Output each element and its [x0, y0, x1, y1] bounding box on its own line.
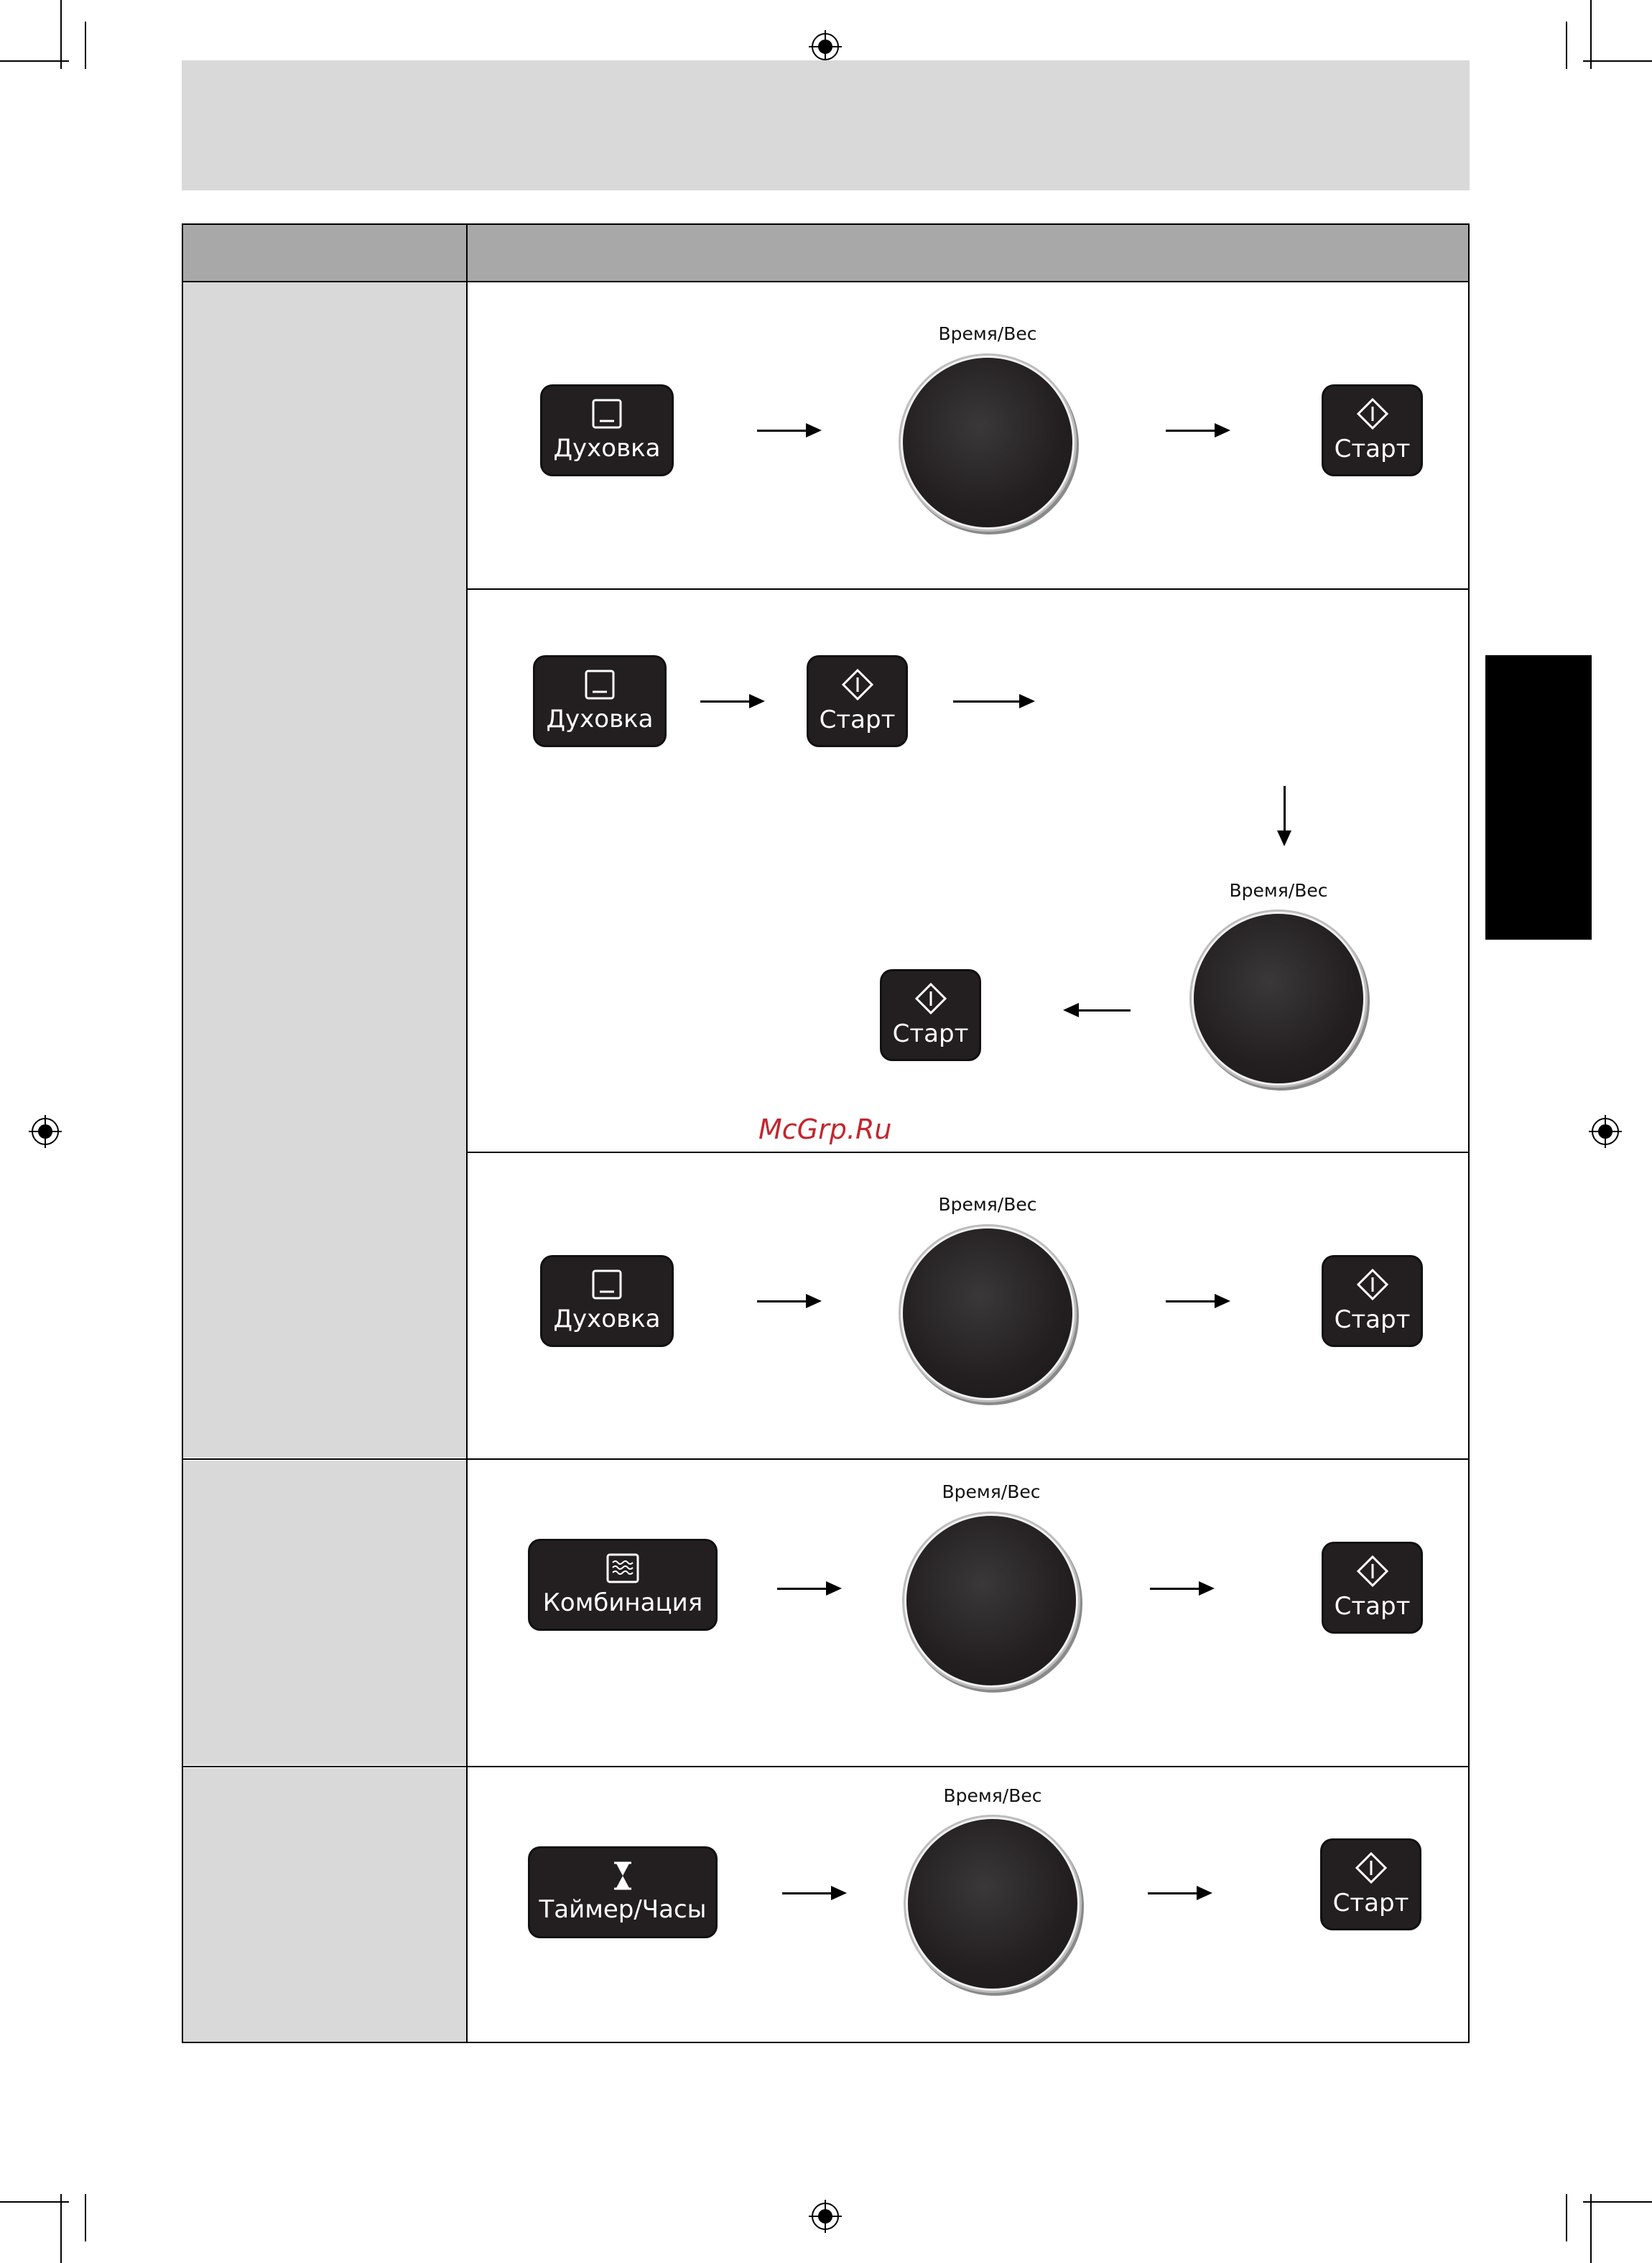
start-button[interactable] — [882, 971, 979, 1059]
oven-icon — [591, 398, 623, 430]
start-button-label: Старт — [1334, 1305, 1411, 1334]
header-band — [182, 60, 1470, 190]
start-button[interactable] — [1324, 387, 1421, 474]
knob-label: Время/Вес — [1229, 880, 1328, 901]
timer-clock-button[interactable] — [530, 1848, 715, 1936]
arrow-right — [777, 1588, 839, 1590]
knob-label: Время/Вес — [938, 1194, 1037, 1215]
crop-mark — [60, 2194, 62, 2263]
arrow-left — [1066, 1009, 1131, 1012]
oven-button-label: Духовка — [553, 1305, 661, 1333]
start-diamond-icon — [1355, 1851, 1388, 1884]
table-cell-left — [183, 282, 466, 1458]
knob-label: Время/Вес — [942, 1481, 1041, 1502]
combination-button-label: Комбинация — [542, 1588, 703, 1617]
table-header-right — [468, 225, 1468, 282]
registration-mark-icon — [1589, 1115, 1622, 1148]
hourglass-icon — [612, 1861, 634, 1891]
arrow-right — [700, 700, 762, 703]
table-divider — [468, 1152, 1468, 1153]
oven-button-label: Духовка — [546, 705, 654, 733]
combination-button[interactable] — [530, 1541, 715, 1629]
timer-clock-button-label: Таймер/Часы — [539, 1895, 707, 1924]
arrow-right — [1148, 1892, 1210, 1894]
crop-mark — [85, 2194, 86, 2241]
start-button-label: Старт — [1334, 1592, 1411, 1621]
start-diamond-icon — [914, 982, 947, 1015]
arrow-down — [1284, 786, 1286, 843]
oven-button[interactable] — [535, 657, 664, 745]
time-weight-dial[interactable] — [906, 1516, 1076, 1685]
side-tab — [1485, 655, 1592, 940]
start-diamond-icon — [1356, 397, 1389, 430]
arrow-right — [1166, 430, 1228, 432]
arrow-right — [757, 1300, 819, 1302]
registration-mark-icon — [809, 2200, 842, 2233]
start-button[interactable] — [1322, 1841, 1419, 1928]
time-weight-dial[interactable] — [903, 1228, 1072, 1398]
start-button[interactable] — [1324, 1257, 1421, 1345]
start-diamond-icon — [1356, 1555, 1389, 1588]
start-button-label: Старт — [892, 1019, 969, 1048]
crop-mark — [1583, 2201, 1652, 2203]
table-divider — [183, 1458, 1468, 1460]
arrow-right — [1150, 1588, 1212, 1590]
start-button-label: Старт — [1334, 435, 1411, 463]
start-diamond-icon — [841, 668, 874, 701]
knob-label: Время/Вес — [938, 323, 1037, 344]
table-header-left — [183, 225, 466, 282]
table-cell-left — [183, 1768, 466, 2042]
combination-waves-icon — [605, 1552, 640, 1584]
table-divider — [183, 1766, 1468, 1767]
table-cell-left — [183, 1461, 466, 1765]
arrow-right — [953, 700, 1032, 703]
crop-mark — [1590, 0, 1592, 69]
arrow-right — [782, 1892, 844, 1894]
crop-mark — [60, 0, 62, 69]
registration-mark-icon — [29, 1115, 62, 1148]
crop-mark — [0, 2201, 69, 2203]
start-button[interactable] — [1324, 1544, 1421, 1632]
arrow-right — [757, 430, 819, 432]
time-weight-dial[interactable] — [1194, 914, 1363, 1083]
table-divider — [468, 588, 1468, 590]
oven-button[interactable] — [542, 387, 672, 474]
oven-icon — [584, 669, 616, 700]
crop-mark — [1566, 2194, 1567, 2241]
start-button-label: Старт — [1332, 1889, 1409, 1917]
crop-mark — [0, 60, 69, 62]
arrow-right — [1166, 1300, 1228, 1302]
crop-mark — [1590, 2194, 1592, 2263]
crop-mark — [1566, 22, 1567, 69]
start-diamond-icon — [1356, 1268, 1389, 1301]
start-button[interactable] — [809, 657, 906, 745]
oven-button[interactable] — [542, 1257, 672, 1345]
crop-mark — [85, 22, 86, 69]
registration-mark-icon — [809, 30, 842, 63]
oven-icon — [591, 1269, 623, 1300]
table-divider — [466, 225, 468, 2042]
crop-mark — [1583, 60, 1652, 62]
start-button-label: Старт — [819, 705, 896, 734]
watermark: McGrp.Ru — [758, 1114, 892, 1145]
time-weight-dial[interactable] — [908, 1819, 1077, 1989]
oven-button-label: Духовка — [553, 434, 661, 463]
knob-label: Время/Вес — [943, 1785, 1042, 1806]
time-weight-dial[interactable] — [903, 358, 1072, 527]
